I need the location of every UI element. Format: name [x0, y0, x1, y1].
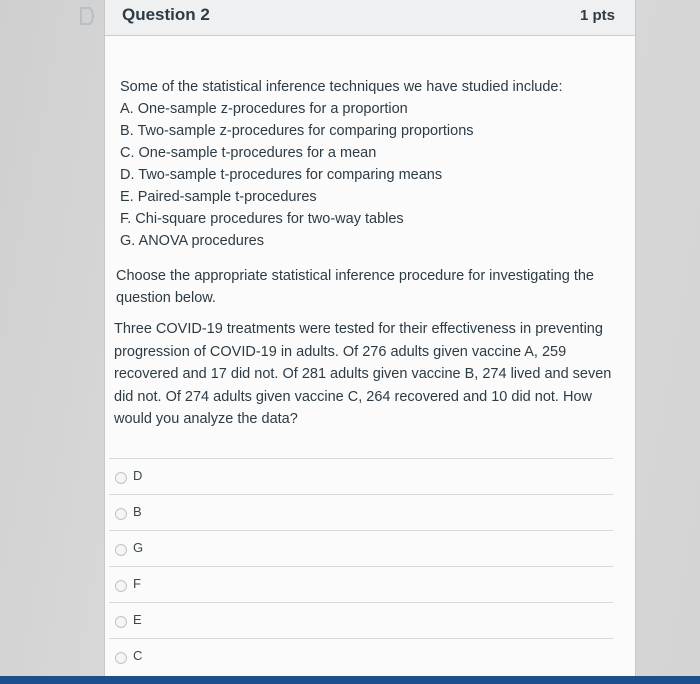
answer-label[interactable]: C [133, 648, 143, 663]
technique-f: F. Chi-square procedures for two-way tables [120, 211, 404, 227]
bottom-accent-bar [0, 676, 700, 684]
technique-b: B. Two-sample z-procedures for comparing proportions [120, 123, 474, 139]
question-card [104, 0, 636, 684]
technique-g: G. ANOVA procedures [120, 233, 264, 249]
answer-option[interactable] [109, 566, 613, 601]
radio-button[interactable] [115, 472, 127, 484]
answer-option[interactable] [109, 602, 613, 637]
intro-line: Some of the statistical inference techniques we have studied include: [120, 79, 563, 95]
techniques-list [120, 76, 563, 252]
question-title: Question 2 [122, 5, 210, 24]
radio-button[interactable] [115, 508, 127, 520]
answer-option[interactable] [109, 494, 613, 529]
technique-d: D. Two-sample t-procedures for comparing means [120, 167, 443, 183]
radio-button[interactable] [115, 652, 127, 664]
radio-button[interactable] [115, 580, 127, 592]
answer-option[interactable] [109, 638, 613, 673]
technique-c: C. One-sample t-procedures for a mean [120, 145, 377, 161]
answer-label[interactable]: B [133, 504, 142, 519]
question-header [105, 0, 635, 36]
technique-a: A. One-sample z-procedures for a proportion [120, 101, 408, 117]
answer-option[interactable] [109, 530, 613, 565]
scenario-text: Three COVID-19 treatments were tested for their effectiveness in preventing progression of COVID-19 in adults. Of 276 adults given vaccine A, 259 recovered and 17 did not. Of 281 adults given vaccine B, 274 lived and seven did not. Of 274 adults given vaccine C, 264 recovered and 10 did not. How would you analyze the data? [114, 321, 612, 427]
answer-label[interactable]: D [133, 468, 143, 483]
technique-e: E. Paired-sample t-procedures [120, 189, 317, 205]
flag-question-icon[interactable] [78, 6, 98, 26]
radio-button[interactable] [115, 544, 127, 556]
answer-option[interactable] [109, 458, 613, 493]
radio-button[interactable] [115, 616, 127, 628]
question-points: 1 pts [579, 7, 615, 24]
answer-label[interactable]: G [133, 540, 144, 555]
answer-label[interactable]: E [133, 612, 142, 627]
answer-label[interactable]: F [133, 576, 141, 591]
instruction-text: Choose the appropriate statistical inference procedure for investigating the question below. [116, 268, 594, 306]
